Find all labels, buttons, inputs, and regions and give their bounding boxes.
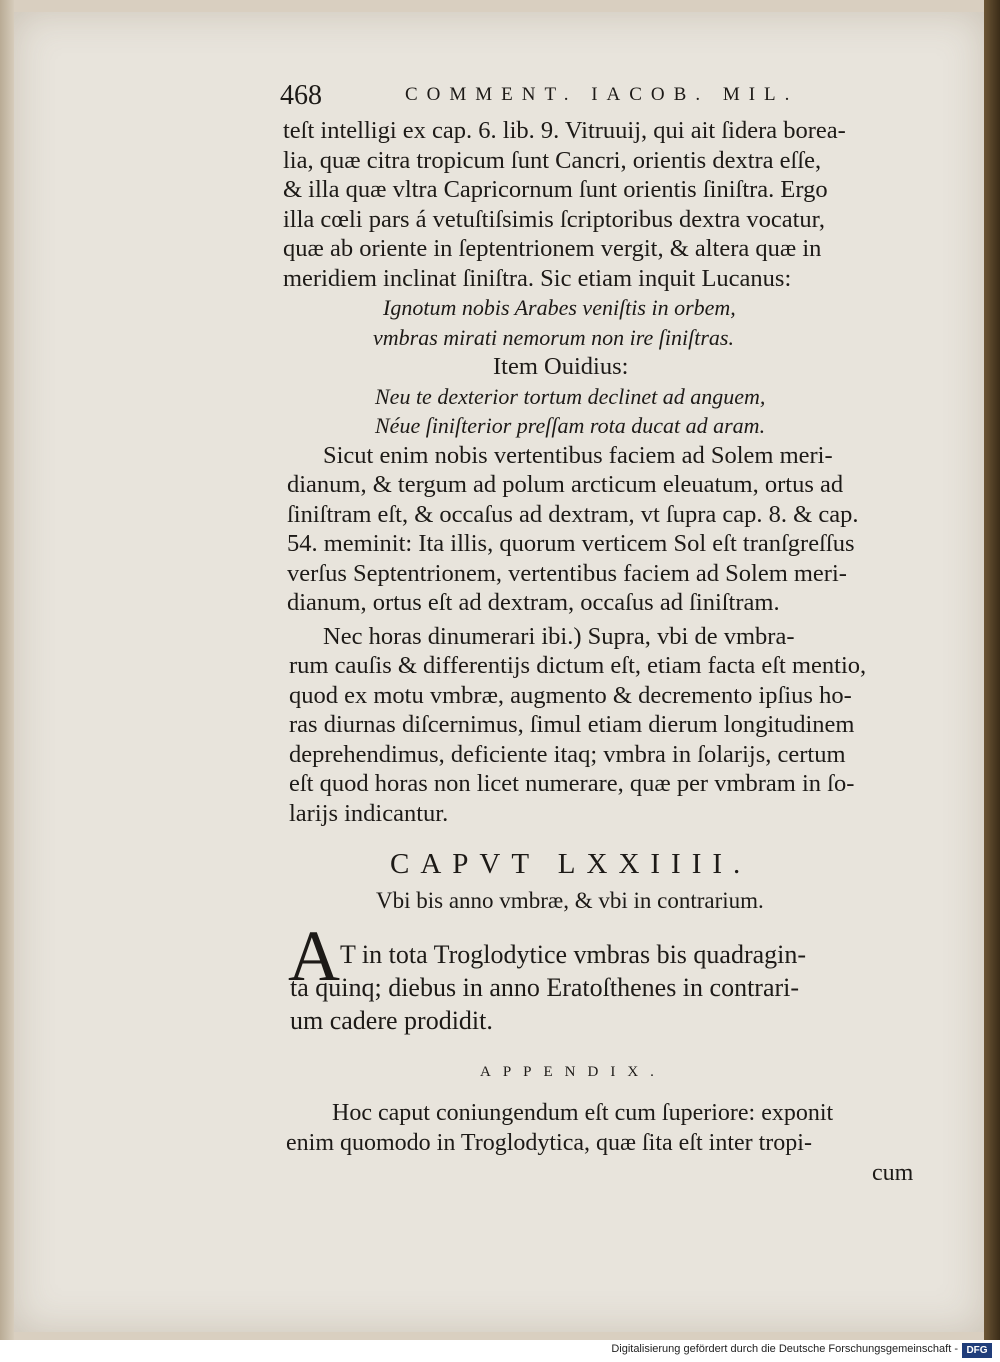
page-number: 468: [280, 80, 322, 111]
appendix-heading: APPENDIX.: [480, 1064, 666, 1080]
chapter-text-block: [288, 938, 806, 1037]
footer-bar: [0, 1340, 1000, 1362]
main-text-block: [283, 116, 866, 828]
text-line: um cadere prodidit.: [290, 1006, 493, 1035]
verse-line: Ignotum nobis Arabes veniſtis in orbem,: [383, 295, 736, 320]
text-line: deprehendimus, deficiente itaq; vmbra in ſolarijs, certum: [289, 740, 846, 768]
verse-line: vmbras mirati nemorum non ire ſiniſtras.: [373, 324, 734, 350]
appendix-text-block: [284, 1098, 913, 1188]
dfg-logo: DFG: [962, 1343, 992, 1358]
verse-line: Néue ſiniſterior preſſam rota ducat ad aram.: [375, 413, 766, 438]
text-line: Nec horas dinumerari ibi.) Supra, vbi de vmbra-: [323, 622, 795, 650]
text-line: eſt quod horas non licet numerare, quæ per vmbram in ſo-: [289, 770, 855, 797]
text-line: quod ex motu vmbræ, augmento & decremento ipſius ho-: [289, 681, 852, 709]
text-line: T in tota Troglodytice vmbras bis quadragin-: [340, 940, 807, 969]
text-line: rum cauſis & differentijs dictum eſt, etiam facta eſt mentio,: [289, 652, 867, 679]
text-line: ta quinq; diebus in anno Eratoſthenes in contrari-: [290, 973, 800, 1002]
chapter-subtitle: Vbi bis anno vmbræ, & vbi in contrarium.: [376, 888, 764, 913]
text-line: quæ ab oriente in ſeptentrionem vergit, & altera quæ in: [283, 235, 822, 262]
text-line: lia, quæ citra tropicum ſunt Cancri, orientis dextra eſſe,: [283, 146, 822, 174]
text-line: dianum, & tergum ad polum arcticum eleuatum, ortus ad: [287, 471, 844, 498]
text-line: Sicut enim nobis vertentibus faciem ad Solem meri-: [323, 441, 833, 469]
text-line: teſt intelligi ex cap. 6. lib. 9. Vitruuij, qui ait ſidera borea-: [283, 117, 846, 144]
text-line: Hoc caput coniungendum eſt cum ſuperiore: exponit: [332, 1100, 834, 1126]
page-left-edge: [0, 0, 14, 1340]
text-line: larijs indicantur.: [289, 799, 449, 827]
drop-cap-initial: A: [288, 916, 340, 996]
text-line: & illa quæ vltra Capricornum ſunt orientis ſiniſtra. Ergo: [283, 176, 828, 203]
text-line: ras diurnas diſcernimus, ſimul etiam dierum longitudinem: [289, 711, 855, 738]
book-spine-edge: [984, 0, 1000, 1340]
catchword: cum: [872, 1160, 914, 1186]
text-line: illa cœli pars á vetuſtiſsimis ſcriptoribus dextra vocatur,: [283, 205, 825, 233]
funding-credit: Digitalisierung gefördert durch die Deutsche Forschungsgemeinschaft -: [611, 1343, 958, 1355]
running-title: COMMENT. IACOB. MIL.: [405, 84, 799, 105]
chapter-heading: CAPVT LXXIIII.: [390, 848, 752, 880]
text-line: enim quomodo in Troglodytica, quæ ſita eſt inter tropi-: [286, 1130, 812, 1156]
verse-line: Neu te dexterior tortum declinet ad anguem,: [375, 383, 766, 409]
text-line: 54. meminit: Ita illis, quorum verticem Sol eſt tranſgreſſus: [287, 530, 855, 557]
text-line: meridiem inclinat ſiniſtra. Sic etiam inquit Lucanus:: [283, 264, 792, 292]
text-line: dianum, ortus eſt ad dextram, occaſus ad ſiniſtram.: [287, 589, 780, 616]
poet-intro-line: Item Ouidius:: [493, 353, 629, 380]
text-line: verſus Septentrionem, vertentibus faciem ad Solem meri-: [287, 559, 847, 587]
text-line: ſiniſtram eſt, & occaſus ad dextram, vt ſupra cap. 8. & cap.: [287, 500, 859, 528]
